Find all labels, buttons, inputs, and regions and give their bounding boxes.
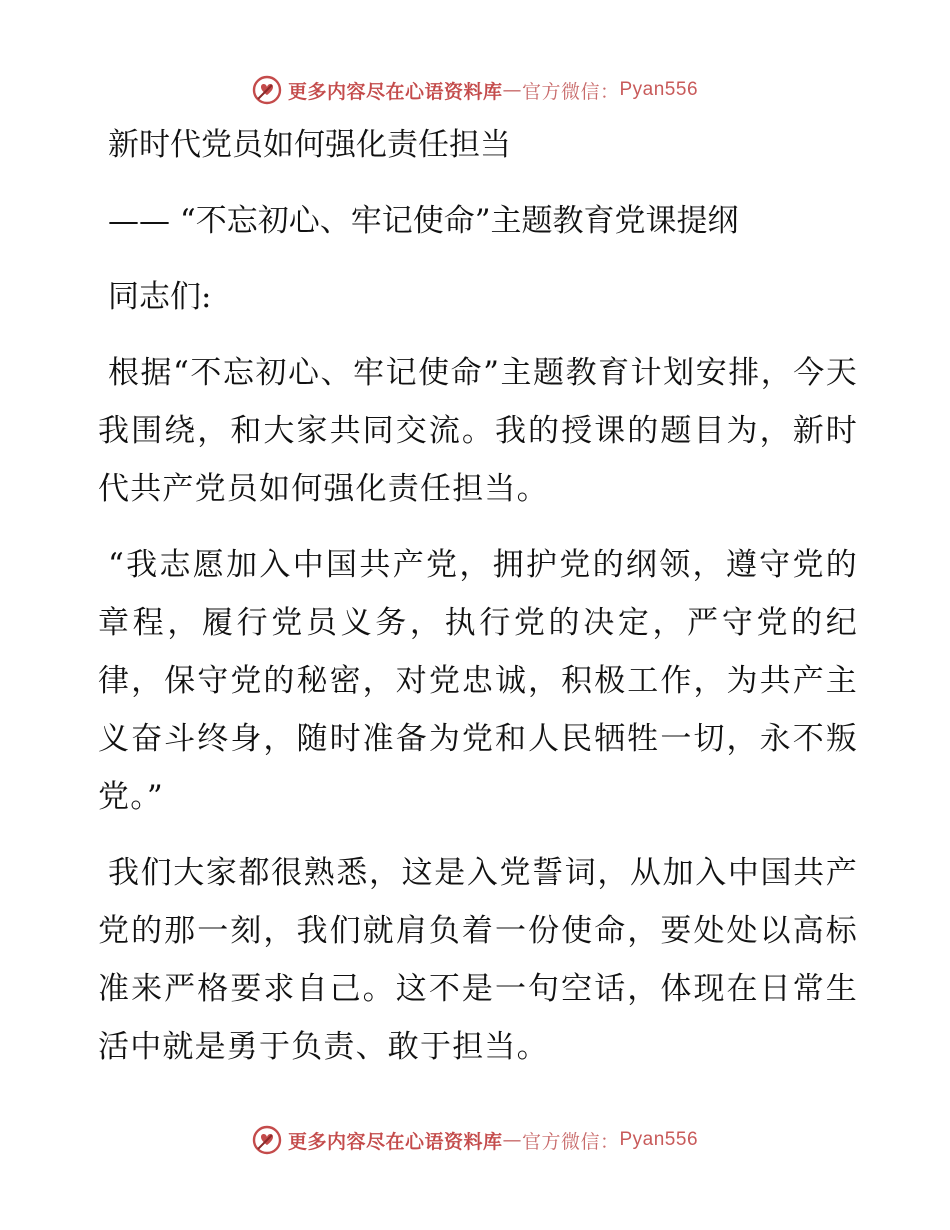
watermark-separator: — — [502, 79, 522, 101]
document-subtitle: —— “不忘初心、牢记使命”主题教育党课提纲 — [108, 203, 739, 239]
footer-watermark — [0, 1122, 950, 1158]
watermark-wechat-label: 官方微信： — [521, 80, 620, 103]
watermark-site-text: 更多内容尽在心语资料库 — [287, 1130, 503, 1153]
paragraph-3: 我们大家都很熟悉，这是入党誓词，从加入中国共产党的那一刻，我们就肩负着一份使命，要处处以高标准来严格要求自己。这不是一句空话，体现在日常生活中就是勇于负责、敢于担当。 — [98, 855, 858, 1065]
watermark-wechat-label: 官方微信： — [521, 1130, 620, 1153]
watermark-site-text: 更多内容尽在心语资料库 — [287, 80, 503, 103]
header-watermark — [0, 72, 950, 108]
document-title: 新时代党员如何强化责任担当 — [108, 127, 511, 163]
document-body — [98, 120, 858, 1094]
document-greeting: 同志们: — [108, 279, 212, 315]
paragraph-2: “我志愿加入中国共产党，拥护党的纲领，遵守党的章程，履行党员义务，执行党的决定，严守党的纪律，保守党的秘密，对党忠诚，积极工作，为共产主义奋斗终身，随时准备为党和人民牺牲一切，永不叛党。” — [98, 547, 858, 815]
paragraph-1: 根据“不忘初心、牢记使命”主题教育计划安排，今天我围绕，和大家共同交流。我的授课的题目为，新时代共产党员如何强化责任担当。 — [98, 355, 858, 507]
watermark-separator: — — [502, 1129, 522, 1151]
watermark-wechat-id: Pyan556 — [619, 79, 699, 100]
watermark-wechat-id: Pyan556 — [619, 1129, 699, 1150]
heart-pen-logo-icon — [252, 1125, 282, 1155]
heart-pen-logo-icon — [252, 75, 282, 105]
